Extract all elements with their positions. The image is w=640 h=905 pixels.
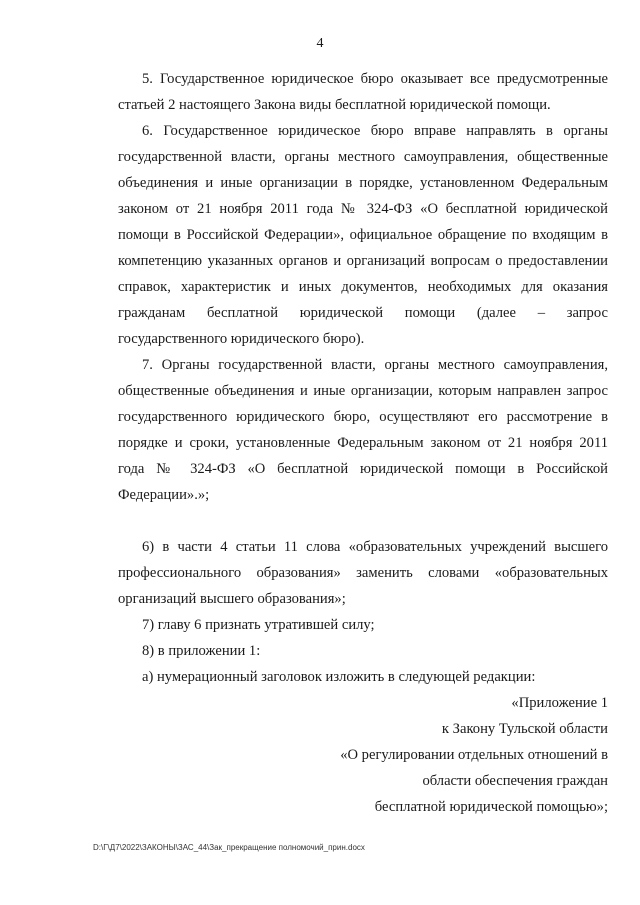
paragraph-7: 7. Органы государственной власти, органы местного самоуправления, общественные объединения и иные организации, которым направлен запрос государственного юридического бюро, осуществляют его рассмотрение в порядке и сроки, установленные Федеральным законом от 21 ноября 2011 года № 324-ФЗ «О бесплатной юридической помощи в Российской Федерации».»; <box>118 357 608 503</box>
annex-heading-line-1: «Приложение 1 <box>511 695 608 711</box>
page-number: 4 <box>316 36 324 51</box>
file-path-footer: D:\Г\Д7\2022\ЗАКОНЫ\ЗАС_44\Зак_прекращение полномочий_прин.docx <box>93 843 365 852</box>
subitem-a-amendment: а) нумерационный заголовок изложить в следующей редакции: <box>142 669 536 685</box>
document-body <box>118 66 608 820</box>
annex-heading-line-2: к Закону Тульской области <box>441 721 608 737</box>
annex-heading-line-3: «О регулировании отдельных отношений в <box>340 747 608 763</box>
item-7-amendment: 7) главу 6 признать утратившей силу; <box>142 617 375 633</box>
item-6-amendment: 6) в части 4 статьи 11 слова «образовательных учреждений высшего профессионального образования» заменить словами «образовательных организаций высшего образования»; <box>118 539 608 607</box>
paragraph-6: 6. Государственное юридическое бюро вправе направлять в органы государственной власти, органы местного самоуправления, общественные объединения и иные организации в порядке, установленном Федеральным законом от 21 ноября 2011 года № 324-ФЗ «О бесплатной юридической помощи в Российской Федерации», официальное обращение по входящим в компетенцию указанных органов и организаций вопросам о предоставлении справок, характеристик и иных документов, необходимых для оказания гражданам бесплатной юридической помощи (далее – запрос государственного юридического бюро). <box>118 123 608 347</box>
annex-heading-line-4: области обеспечения граждан <box>422 773 608 789</box>
spacer <box>118 508 608 534</box>
paragraph-5: 5. Государственное юридическое бюро оказывает все предусмотренные статьей 2 настоящего Закона виды бесплатной юридической помощи. <box>118 71 608 113</box>
item-8-amendment: 8) в приложении 1: <box>142 643 261 659</box>
annex-heading-line-5: бесплатной юридической помощью»; <box>374 799 608 815</box>
